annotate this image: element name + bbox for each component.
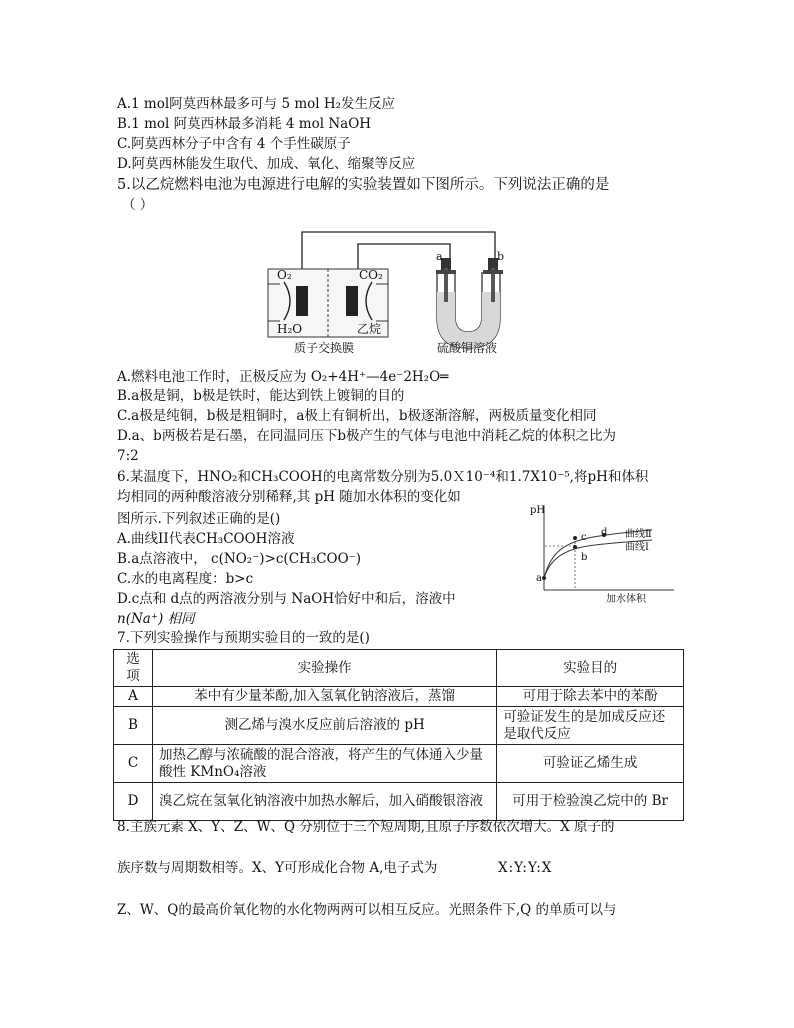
electron-formula: X:Y:Y:X (498, 860, 553, 876)
q6-option-d-cont: n(Na⁺) 相同 (117, 611, 195, 627)
q5-option-a: A.燃料电池工作时，正极反应为 O₂+4H⁺—4e⁻2H₂O═ (117, 369, 449, 385)
q6-option-b: B.a点溶液中， c(NO₂⁻)>c(CH₃COO⁻) (117, 551, 362, 567)
table-row (114, 783, 684, 821)
row-goal: 可用于检验溴乙烷中的 Br (497, 783, 684, 821)
row-operation: 测乙烯与溴水反应前后溶液的 pH (153, 707, 497, 745)
row-option: D (114, 783, 153, 821)
table-header-option: 选项 (114, 650, 153, 687)
q6-stem-2: 均相同的两种酸溶液分别稀释,其 pH 随加水体积的变化如 (117, 489, 461, 505)
row-goal: 可验证发生的是加成反应还是取代反应 (497, 707, 684, 745)
row-operation: 苯中有少量苯酚,加入氢氧化钠溶液后，蒸馏 (153, 687, 497, 707)
q5-option-b: B.a极是铜，b极是铁时，能达到铁上镀铜的目的 (117, 388, 405, 404)
q8-line-2: 族序数与周期数相等。X、Y可形成化合物 A,电子式为 (117, 860, 438, 876)
graph-point-d: d (601, 527, 608, 538)
q5-option-d: D.a、b两极若是石墨，在同温同压下b极产生的气体与电池中消耗乙烷的体积之比为 (117, 428, 616, 444)
q6-option-a: A.曲线II代表CH₃COOH溶液 (117, 531, 295, 547)
ethane-label: 乙烷 (357, 322, 382, 336)
h2o-label: H₂O (277, 322, 303, 336)
electrode-b-label: b (497, 250, 505, 263)
table-row (114, 707, 684, 745)
q4-option-c: C.阿莫西林分子中含有 4 个手性碳原子 (117, 136, 351, 152)
graph-point-c: c (581, 532, 587, 543)
co2-label: CO₂ (359, 268, 383, 282)
table-row (114, 687, 684, 707)
o2-label: O₂ (277, 268, 292, 282)
graph-curve1-label: 曲线Ⅰ (625, 542, 649, 553)
q5-option-d-cont: 7:2 (117, 448, 139, 464)
q4-option-a: A.1 mol阿莫西林最多可与 5 mol H₂发生反应 (117, 96, 396, 112)
graph-xlabel: 加水体积 (606, 594, 646, 605)
solution-label: 硫酸铜溶液 (437, 341, 498, 355)
table-header-operation: 实验操作 (153, 650, 497, 687)
row-option: A (114, 687, 153, 707)
table-row (114, 745, 684, 783)
table-header-row (114, 650, 684, 687)
row-goal: 可用于除去苯中的苯酚 (497, 687, 684, 707)
experiment-table (113, 649, 684, 821)
electrode-a-label: a (436, 250, 443, 263)
graph-curve2-label: 曲线Ⅱ (625, 529, 652, 540)
row-goal: 可验证乙烯生成 (497, 745, 684, 783)
q4-option-b: B.1 mol 阿莫西林最多消耗 4 mol NaOH (117, 116, 372, 132)
membrane-label: 质子交换膜 (294, 341, 355, 355)
q5-option-c: C.a极是纯铜，b极是粗铜时，a极上有铜析出，b极逐渐溶解，两极质量变化相同 (117, 408, 597, 424)
q6-option-d: D.c点和 d点的两溶液分别与 NaOH恰好中和后，溶液中 (117, 591, 456, 607)
graph-ylabel: pH (530, 505, 546, 516)
table-header-goal: 实验目的 (497, 650, 684, 687)
q7-stem: 7.下列实验操作与预期实验目的一致的是() (117, 630, 370, 646)
q8-line-1: 8.主族元素 X、Y、Z、W、Q 分别位于三个短周期,且原子序数依次增大。X 原子的 (117, 819, 615, 835)
row-option: C (114, 745, 153, 783)
q6-stem-3: 图所示.下列叙述正确的是() (117, 511, 281, 527)
q5-stem: 5.以乙烷燃料电池为电源进行电解的实验装置如下图所示。下列说法正确的是 (117, 177, 610, 193)
q8-line-3: Z、W、Q的最高价氧化物的水化物两两可以相互反应。光照条件下,Q 的单质可以与 (117, 902, 617, 918)
row-operation: 加热乙醇与浓硫酸的混合溶液，将产生的气体通入少量酸性 KMnO₄溶液 (153, 745, 497, 783)
graph-point-a: a (536, 573, 542, 584)
q5-blank: （ ） (122, 197, 154, 213)
q4-option-d: D.阿莫西林能发生取代、加成、氧化、缩聚等反应 (117, 156, 416, 172)
q6-option-c: C.水的电离程度：b>c (117, 571, 254, 587)
row-operation: 溴乙烷在氢氧化钠溶液中加热水解后，加入硝酸银溶液 (153, 783, 497, 821)
q6-stem-1: 6.某温度下，HNO₂和CH₃COOH的电离常数分别为5.0Ｘ10⁻⁴和1.7X10⁻⁵,将pH和体积 (117, 469, 649, 485)
graph-point-b: b (581, 552, 588, 563)
row-option: B (114, 707, 153, 745)
